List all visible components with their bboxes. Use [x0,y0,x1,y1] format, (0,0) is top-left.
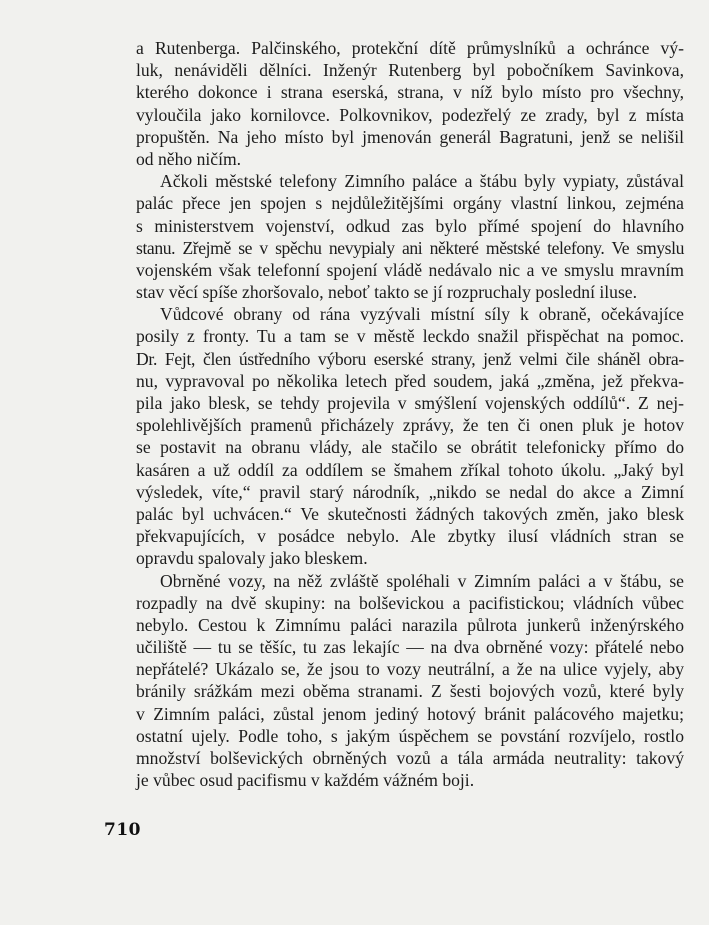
text-line: Ačkoli městské telefony Zimního paláce a štábu byly vypiaty, zůstával [160,171,684,192]
text-line: se postavit na obranu vlády, ale stačilo se obrátit telefonicky přímo do [136,437,684,458]
text-line: palác byl uchvácen.“ Ve skutečnosti žádných takových změn, jako blesk [136,503,684,524]
text-line: nu, vypravoval po několika letech před soudem, jaká „změna, jež překva- [136,370,684,391]
text-line: v Zimním paláci, zůstal jenom jediný hotový bránit palácového majetku; [136,703,684,724]
text-line: bránily srážkám mezi oběma stranami. Z šesti bojových vozů, které byly [136,681,684,702]
text-line: nepřátelé? Ukázalo se, že jsou to vozy neutrální, a že na ulice vyjely, aby [136,659,684,680]
text-line: propuštěn. Na jeho místo byl jmenován generál Bagratuni, jenž se nelišil [136,126,684,147]
text-line: množství bolševických obrněných vozů a tála armáda neutrality: takový [136,748,684,768]
text-line: rozpadly na dvě skupiny: na bolševickou a pacifistickou; vládních vůbec [136,592,684,613]
paragraph-3 [136,303,684,569]
text-line: nebylo. Cestou k Zimnímu paláci narazila půlrota junkerů inženýrského [136,614,684,635]
text-line: opravdu spalovaly jako bleskem. [136,548,368,569]
page-number: 710 [104,820,141,840]
text-line: Vůdcové obrany od rána vyzývali místní síly k obraně, očekávajíce [160,304,684,325]
text-line: palác přece jen spojen s nejdůležitějšími orgány vlastní linkou, zejména [136,193,684,214]
text-line: Obrněné vozy, na něž zvláště spoléhali v Zimním paláci a v štábu, se [160,570,684,591]
text-line: Dr. Fejt, člen ústředního výboru eserské strany, jenž velmi čile sháněl obra- [136,348,684,369]
text-line: posily z fronty. Tu a tam se v městě leckdo snažil přispěchat na pomoc. [136,326,684,347]
text-line: ostatní ujely. Podle toho, s jakým úspěchem se povstání rozvíjelo, rostlo [136,725,684,746]
text-line: pila jako blesk, se tehdy projevila v smýšlení vojenských oddílů“. Z nej- [136,393,684,413]
text-line: spolehlivějších pramenů přicházely zprávy, že ten či onen pluk je hotov [136,415,684,436]
text-line: a Rutenberga. Palčinského, protekční dítě průmyslníků a ochránce vý- [136,38,684,58]
text-line: vojenském však telefonní spojení vládě nedávalo nic a ve smyslu mravním [136,259,684,280]
text-line: je vůbec osud pacifismu v každém vážném boji. [136,770,475,791]
text-line: stanu. Zřejmě se v spěchu nevypialy ani některé městské telefony. Ve smyslu [136,237,684,258]
text-line: stav věcí spíše zhoršovalo, neboť takto se jí rozpruchaly poslední iluse. [136,282,638,303]
paragraph-1 [136,37,684,170]
text-line: kasáren a už oddíl za oddílem se šmahem zříkal tohoto úkolu. „Jaký byl [136,459,684,480]
text-line: učiliště — tu se těšíc, tu zas lekajíc — na dva obrněné vozy: přátelé nebo [136,637,684,658]
paragraph-4 [136,570,684,792]
text-line: vyloučila jako kornilovce. Polkovnikov, podezřelý ze zrady, byl z místa [136,104,684,125]
text-line: luk, nenáviděli dělníci. Inženýr Rutenberg byl pobočníkem Savinkova, [136,60,684,81]
paragraph-2 [136,170,684,303]
body-text [136,37,684,791]
text-line: s ministerstvem vojenství, odkud zas bylo přímé spojení do hlavního [136,215,684,236]
text-line: výsledek, víte,“ pravil starý národník, „nikdo se nedal do akce a Zimní [136,481,684,502]
text-line: překvapujících, v posádce nebylo. Ale zbytky ilusí vládních stran se [136,526,684,547]
text-line: od něho ničím. [136,148,242,169]
text-line: kterého dokonce i strana eserská, strana, v níž bylo místo pro všechny, [136,82,684,103]
